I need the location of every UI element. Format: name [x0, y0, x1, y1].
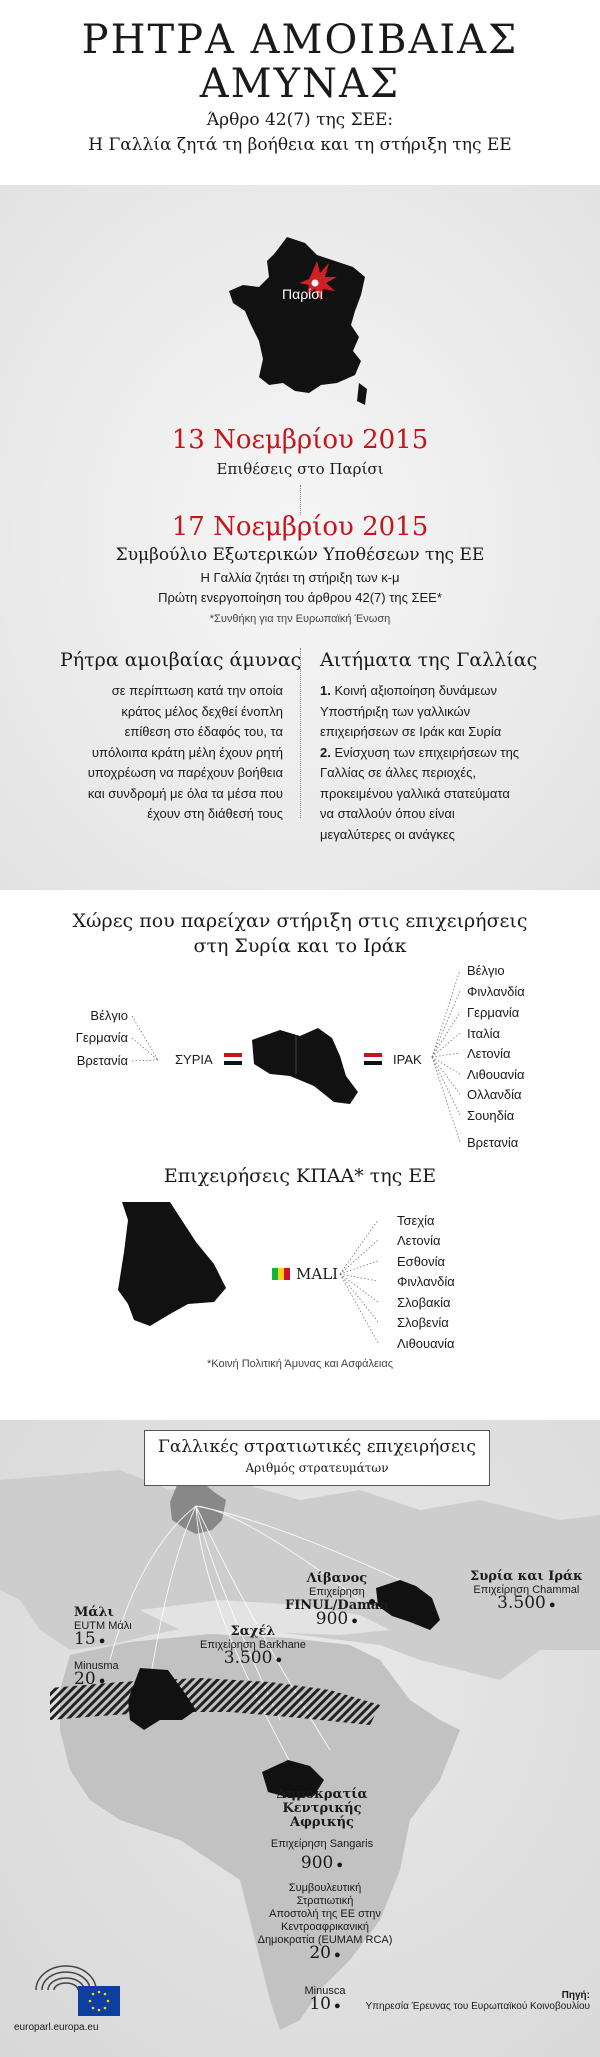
iraq-country: Ιταλία — [467, 1026, 500, 1041]
event-council-line2: Πρώτη ενεργοποίηση του άρθρου 42(7) της ΣΕΕ* — [158, 590, 442, 605]
op-desc: Επιχείρηση Barkhane — [200, 1639, 306, 1651]
op-desc: Minusma — [74, 1660, 119, 1672]
troop-count: 900 — [300, 1853, 334, 1873]
source-text: Υπηρεσία Έρευνας του Ευρωπαϊκού Κοινοβουλίου — [365, 2001, 590, 2012]
soldier-icon: ● — [98, 1635, 106, 1647]
event-council: Συμβούλιο Εξωτερικών Υποθέσεων της ΕΕ — [115, 545, 485, 565]
csdp-country: Εσθονία — [397, 1254, 446, 1269]
troop-count: 20 — [74, 1669, 96, 1689]
treaty-footnote: *Συνθήκη για την Ευρωπαϊκή Ένωση — [209, 613, 391, 625]
request-line: προκειμένου γαλλικά στατεύματα — [320, 785, 510, 801]
french-ops-section — [0, 1420, 600, 2057]
iraq-label: ΙΡΑΚ — [393, 1052, 422, 1067]
request-1-text: Κοινή αξιοποίηση δυνάμεων — [334, 683, 498, 698]
op-desc: Κεντροαφρικανική — [281, 1921, 369, 1933]
csdp-country: Σλοβακία — [397, 1295, 451, 1310]
csdp-country: Σλοβενία — [397, 1315, 449, 1330]
intro-section — [0, 185, 600, 890]
op-desc: Minusca — [304, 1985, 346, 1997]
soldier-icon: ● — [98, 1675, 106, 1687]
clause-line: υποχρέωση να παρέχουν βοήθεια — [87, 765, 283, 780]
troop-count: 3.500 — [223, 1648, 273, 1668]
op-name: Μάλι — [74, 1605, 114, 1620]
paris-label: Παρίσι — [282, 286, 324, 302]
clause-text — [88, 681, 283, 825]
request-line: Υποστήριξη των γαλλικών — [320, 703, 471, 719]
op-name: Συρία και Ιράκ — [470, 1569, 583, 1584]
support-title-2: στη Συρία και το Ιράκ — [193, 935, 407, 957]
troop-count: 3.500 — [497, 1593, 546, 1613]
clause-line: έχουν στη διάθεσή τους — [147, 806, 283, 821]
syria-iraq-map — [252, 1028, 358, 1104]
troop-count: 20 — [309, 1943, 331, 1963]
iraq-flag-icon — [364, 1053, 382, 1065]
iraq-country: Βέλγιο — [467, 963, 505, 978]
mali-map — [118, 1202, 226, 1326]
clause-line: και συνδρομή με όλα τα μέσα που — [87, 785, 283, 801]
request-line: να σταλλούν όπου είναι — [320, 806, 455, 821]
divider — [300, 485, 301, 515]
column-divider — [300, 648, 301, 818]
op-minusma — [74, 1660, 119, 1688]
request-line: Γαλλίας σε άλλες περιοχές, — [320, 765, 476, 780]
date-council: 17 Νοεμβρίου 2015 — [171, 512, 429, 542]
date-attacks: 13 Νοεμβρίου 2015 — [171, 425, 429, 455]
csdp-country: Τσεχία — [397, 1213, 435, 1228]
op-syria-iraq — [470, 1570, 583, 1612]
clause-line: σε περίπτωση κατά την οποία — [111, 683, 283, 698]
soldier-icon: ● — [336, 1859, 344, 1871]
french-ops-subtitle: Αριθμός στρατευμάτων — [245, 1461, 389, 1475]
mali-label: MALI — [296, 1265, 339, 1283]
support-section — [0, 890, 600, 1420]
op-desc: EUTM Μάλι — [74, 1620, 132, 1632]
header — [0, 0, 600, 185]
op-name: Λίβανος — [306, 1571, 368, 1586]
op-desc-2: FINUL/Daman — [285, 1598, 389, 1613]
op-name-2: Κεντρικής Αφρικής — [282, 1801, 362, 1830]
event-attacks: Επιθέσεις στο Παρίσι — [216, 460, 384, 478]
source — [365, 1990, 590, 2012]
support-connectors — [0, 890, 600, 1420]
op-eumam — [250, 1882, 400, 1962]
syria-country: Γερμανία — [75, 1030, 128, 1045]
op-minusca — [290, 1985, 360, 2013]
op-name: Δημοκρατία — [276, 1787, 368, 1802]
syria-country: Βρετανία — [76, 1053, 128, 1068]
clause-line: υπόλοιπα κράτη μέλη έχουν ρητή — [91, 744, 283, 760]
clause-line: κράτος μέλος δεχθεί ένοπλη — [121, 703, 283, 719]
mali-flag-icon — [272, 1268, 290, 1280]
troop-count: 10 — [309, 1994, 331, 2014]
soldier-icon: ● — [334, 1949, 341, 1961]
iraq-country: Φινλανδία — [467, 984, 525, 999]
requests-heading: Αιτήματα της Γαλλίας — [320, 649, 538, 671]
french-ops-title: Γαλλικές στρατιωτικές επιχειρήσεις — [158, 1437, 476, 1457]
event-council-line1: Η Γαλλία ζητάει τη στήριξη των κ-μ — [200, 570, 400, 585]
iraq-country: Λετονία — [467, 1046, 511, 1061]
iraq-country: Ολλανδία — [467, 1087, 522, 1102]
iraq-country: Σουηδία — [467, 1108, 515, 1123]
op-desc: Επιχείρηση — [308, 1586, 365, 1598]
syria-label: ΣΥΡΙΑ — [175, 1052, 213, 1067]
soldier-icon: ● — [548, 1599, 556, 1611]
request-line: 1. Κοινή αξιοποίηση δυνάμεων — [320, 683, 498, 698]
op-desc: Δημοκρατία (EUMAM RCA) — [257, 1934, 393, 1946]
iraq-country: Βρετανία — [467, 1135, 519, 1150]
op-car — [252, 1788, 392, 1872]
op-desc: Στρατιωτική — [296, 1895, 354, 1907]
op-sahel — [200, 1625, 306, 1667]
site-url: europarl.europa.eu — [14, 2022, 99, 2033]
syria-country: Βέλγιο — [90, 1008, 128, 1023]
page-title: ΡΗΤΡΑ ΑΜΟΙΒΑΙΑΣ ΑΜΥΝΑΣ — [81, 17, 519, 107]
request-line: μεγαλύτερες οι ανάγκες — [320, 826, 455, 842]
clause-line: επίθεση στο έδαφός του, τα — [124, 724, 283, 739]
french-ops-titlebox — [144, 1430, 490, 1486]
france-map — [225, 233, 375, 408]
page-subtitle: Η Γαλλία ζητά τη βοήθεια και τη στήριξη της ΕΕ — [88, 135, 512, 155]
csdp-country: Λετονία — [397, 1233, 441, 1248]
csdp-footnote: *Κοινή Πολιτική Άμυνας και Ασφάλειας — [206, 1358, 394, 1370]
clause-heading: Ρήτρα αμοιβαίας άμυνας — [60, 649, 302, 671]
op-mali — [74, 1606, 132, 1648]
support-title-1: Χώρες που παρείχαν στήριξη στις επιχειρήσεις — [72, 910, 528, 932]
csdp-country: Λιθουανία — [397, 1336, 455, 1351]
requests-text — [320, 681, 519, 845]
soldier-icon: ● — [275, 1654, 283, 1666]
iraq-country: Λιθουανία — [467, 1067, 525, 1082]
csdp-country: Φινλανδία — [397, 1274, 455, 1289]
op-desc: Συμβουλευτική — [288, 1882, 362, 1894]
op-lebanon — [285, 1572, 389, 1628]
op-name: Σαχέλ — [230, 1624, 276, 1639]
csdp-title: Επιχειρήσεις ΚΠΑΑ* της ΕΕ — [163, 1165, 437, 1187]
soldier-icon: ● — [334, 2000, 341, 2012]
syria-flag-icon — [224, 1053, 242, 1065]
request-line: επιχειρήσεων σε Ιράκ και Συρία — [320, 724, 502, 739]
soldier-icon: ● — [351, 1615, 358, 1627]
article-reference: Άρθρο 42(7) της ΣΕΕ: — [206, 110, 394, 130]
troop-count: 900 — [315, 1609, 349, 1629]
op-desc: Επιχείρηση Chammal — [473, 1584, 580, 1596]
request-2-text: Ενίσχυση των επιχειρήσεων της — [334, 744, 520, 760]
request-line: 2. Ενίσχυση των επιχειρήσεων της — [320, 744, 520, 760]
source-label: Πηγή: — [561, 1990, 590, 2001]
op-desc: Αποστολή της ΕΕ στην — [269, 1908, 381, 1920]
op-desc: Επιχείρηση Sangaris — [270, 1838, 374, 1850]
european-parliament-logo — [30, 1960, 126, 2020]
troop-count: 15 — [74, 1629, 96, 1649]
iraq-country: Γερμανία — [467, 1005, 520, 1020]
